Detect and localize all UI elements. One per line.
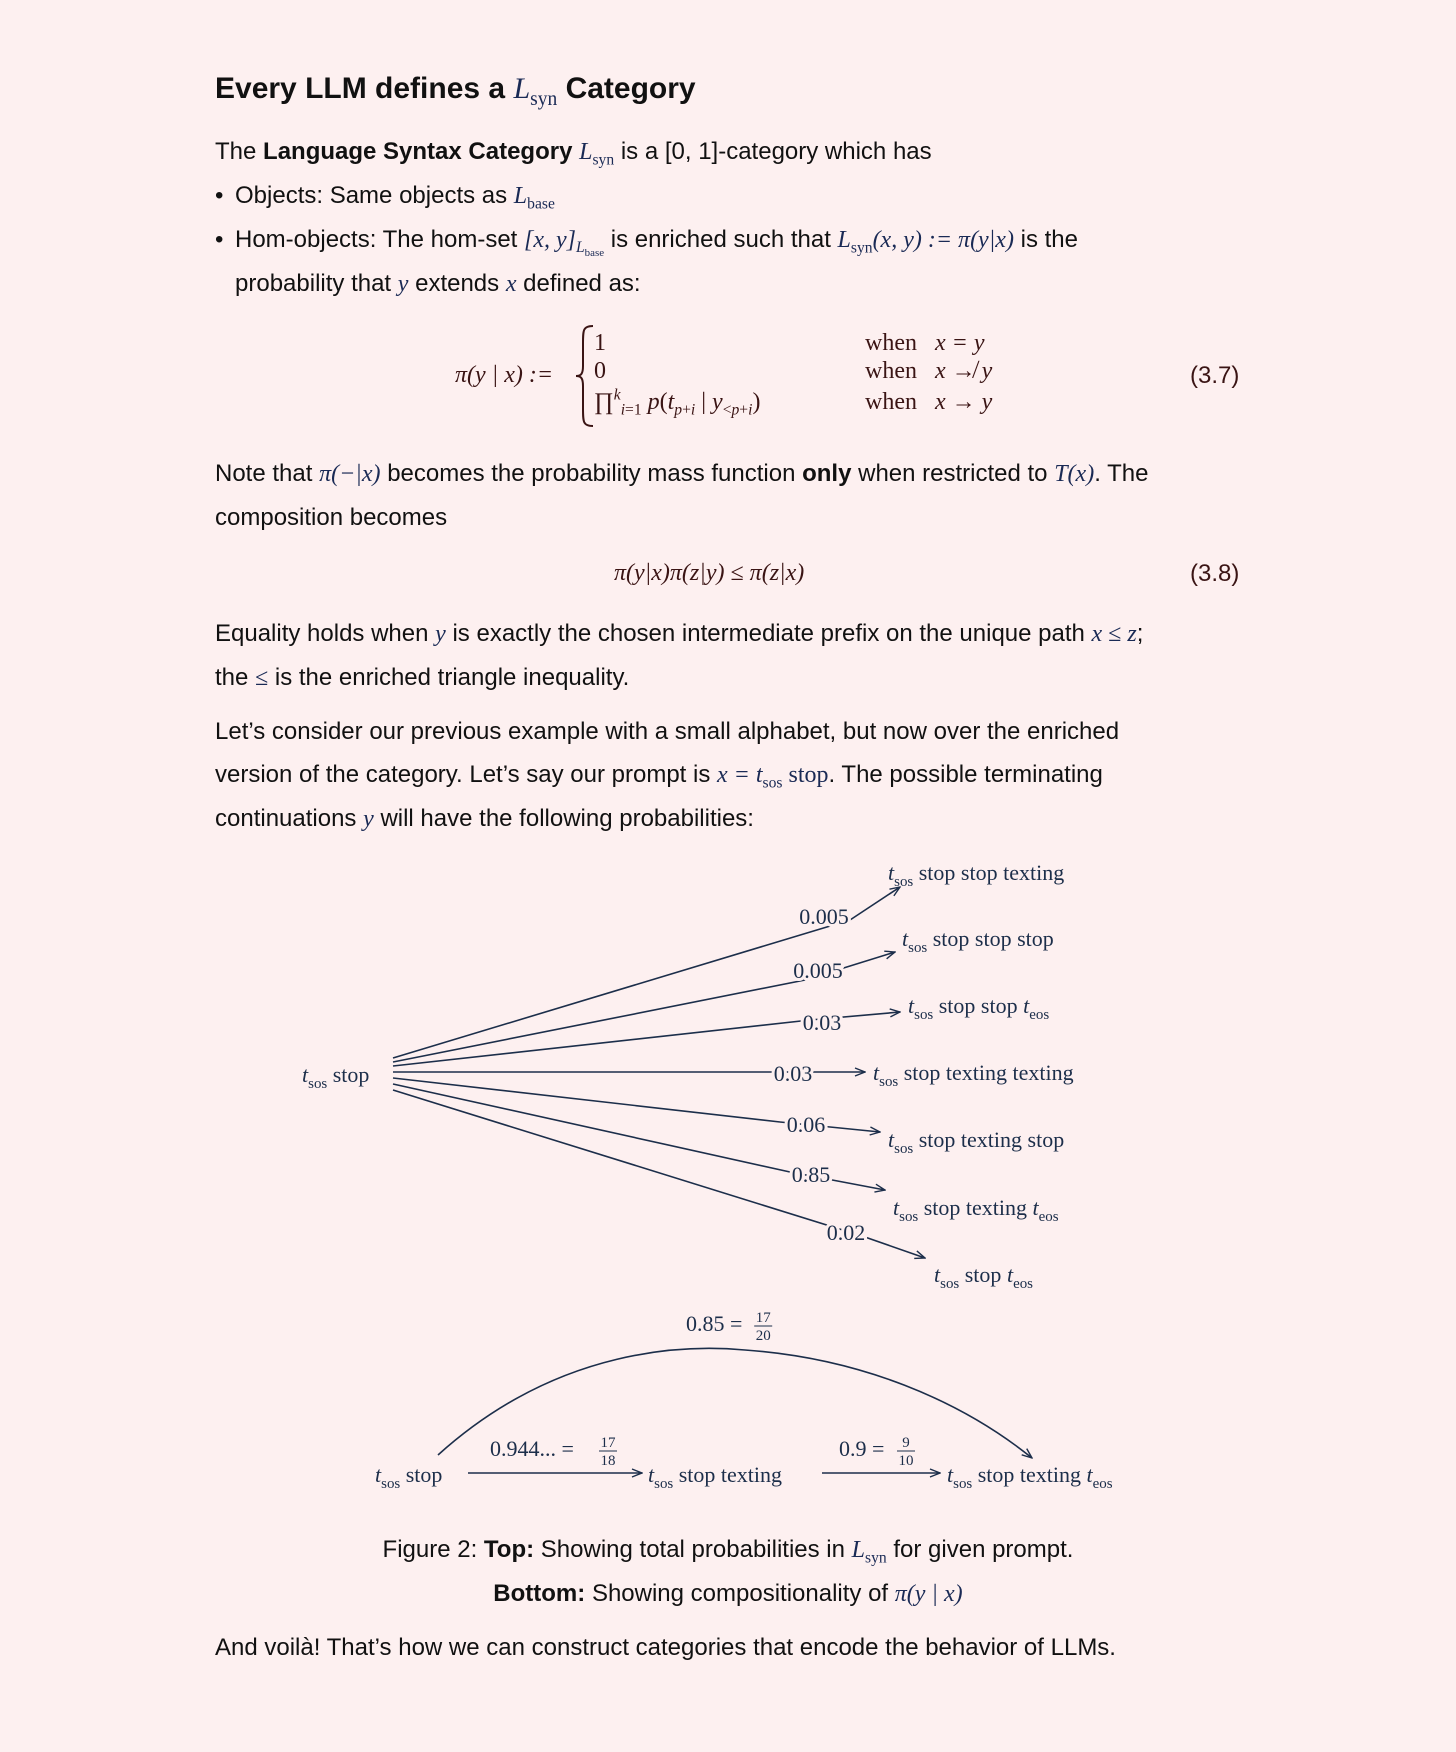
heading-text-post: Category xyxy=(565,72,696,105)
tree-target-node: $t_{sos}$ stop stop $t_{eos}$ xyxy=(908,993,1050,1023)
compose-edge-2-label xyxy=(839,1435,915,1469)
note-paragraph: Note that π(−|x) becomes the probability mass function only when restricted to T(x). The composition becomes xyxy=(215,460,1149,531)
compose-arc-label xyxy=(686,1310,772,1344)
svg-text:0.85 =: 0.85 = xyxy=(686,1311,743,1336)
svg-text:0.9 =: 0.9 = xyxy=(839,1436,885,1461)
svg-text:17: 17 xyxy=(600,1435,616,1451)
eq37-cond-2: when x ↛ y xyxy=(865,358,993,384)
tree-branch-line xyxy=(393,920,850,1058)
eq37-number: (3.7) xyxy=(1190,362,1240,389)
tree-branch-arrow xyxy=(850,887,900,920)
tree-target-node: $t_{sos}$ stop stop stop xyxy=(902,926,1054,956)
composition-diagram xyxy=(375,1310,1113,1492)
tree-source-node: $t_{sos}$ stop xyxy=(302,1062,370,1092)
tree-branch-line xyxy=(393,980,805,1062)
tree-target-node: $t_{sos}$ stop stop texting xyxy=(888,860,1065,890)
closing-paragraph: And voilà! That’s how we can construct categories that encode the behavior of LLMs. xyxy=(215,1634,1116,1661)
svg-text:0.944... =: 0.944... = xyxy=(490,1436,574,1461)
tree-target-node: $t_{sos}$ stop $t_{eos}$ xyxy=(934,1262,1033,1292)
svg-text:9: 9 xyxy=(902,1435,910,1451)
tree-branch-prob: 0.005 xyxy=(799,904,849,929)
tree-target-node: $t_{sos}$ stop texting $t_{eos}$ xyxy=(893,1195,1059,1225)
probability-tree xyxy=(302,860,1074,1292)
tree-branch-prob: 0.03 xyxy=(802,1010,842,1035)
svg-text:20: 20 xyxy=(755,1328,771,1344)
eq37-case-3: ∏$^k_{i=1}$ $p(t_{p+i}$ | $y_{<p+i}$) xyxy=(594,386,761,419)
tree-branch-line xyxy=(393,1078,780,1122)
tree-branch-prob: 0.06 xyxy=(786,1112,826,1137)
svg-text:10: 10 xyxy=(898,1453,914,1469)
tree-branch-prob: 0.005 xyxy=(793,958,843,983)
example-paragraph: Let’s consider our previous example with a small alphabet, but now over the enriched version of the category. Let’s say our prompt is $x = t_{sos}$ stop. The possible terminating continuations y will have the following probabilities: xyxy=(215,718,1120,832)
eq37-case-1: 1 xyxy=(594,330,606,356)
tree-branch-prob: 0.85 xyxy=(791,1162,831,1187)
intro-bold-term: Language Syntax Category xyxy=(263,138,573,165)
svg-text:17: 17 xyxy=(755,1310,771,1326)
figure-caption: Figure 2: Top: Showing total probabilities in $L_{syn}$ for given prompt. Bottom: Showing compositionality of π(y | x) xyxy=(382,1536,1074,1607)
heading-text-pre: Every LLM defines a xyxy=(215,72,506,105)
tree-branch-line xyxy=(393,1020,810,1066)
compose-edge-1-label xyxy=(490,1435,617,1469)
eq37-cond-1: when x = y xyxy=(865,330,985,356)
tree-target-node: $t_{sos}$ stop texting stop xyxy=(888,1127,1065,1157)
heading-math: $L_{syn}$ xyxy=(513,72,558,110)
eq37-lhs: π(y | x) := xyxy=(455,362,554,388)
tree-branch-line xyxy=(393,1084,790,1172)
tree-target-node: $t_{sos}$ stop texting texting xyxy=(873,1060,1074,1090)
tree-branch-prob: 0.03 xyxy=(773,1061,813,1086)
eq37-case-2: 0 xyxy=(594,358,606,384)
svg-text:18: 18 xyxy=(600,1453,616,1469)
list-item-objects: • Objects: Same objects as $L_{base}$ xyxy=(215,174,1235,218)
compose-node-3: $t_{sos}$ stop texting $t_{eos}$ xyxy=(947,1462,1113,1492)
tree-branch-prob: 0.02 xyxy=(826,1220,866,1245)
list-item-hom-objects: • Hom-objects: The hom-set [x, $y]_{L_{base}}$ is enriched such that $L_{syn}(x$, y) := π(y|x) is the probability that y extends x defined as: xyxy=(215,218,1235,306)
equality-paragraph: Equality holds when y is exactly the chosen intermediate prefix on the unique path x ≤ z; the ≤ is the enriched triangle inequality. xyxy=(215,620,1144,691)
eq38-expr: π(y|x)π(z|y) ≤ π(z|x) xyxy=(614,560,805,586)
tree-branch-arrow xyxy=(862,1236,925,1258)
intro-paragraph: The Language Syntax Category $L_{syn}$ is a [0, 1]-category which has xyxy=(215,138,932,169)
eq38-number: (3.8) xyxy=(1190,560,1240,587)
eq37-cond-3: when x → y xyxy=(865,389,993,415)
compose-node-1: $t_{sos}$ stop xyxy=(375,1462,443,1492)
compose-node-2: $t_{sos}$ stop texting xyxy=(648,1462,783,1492)
